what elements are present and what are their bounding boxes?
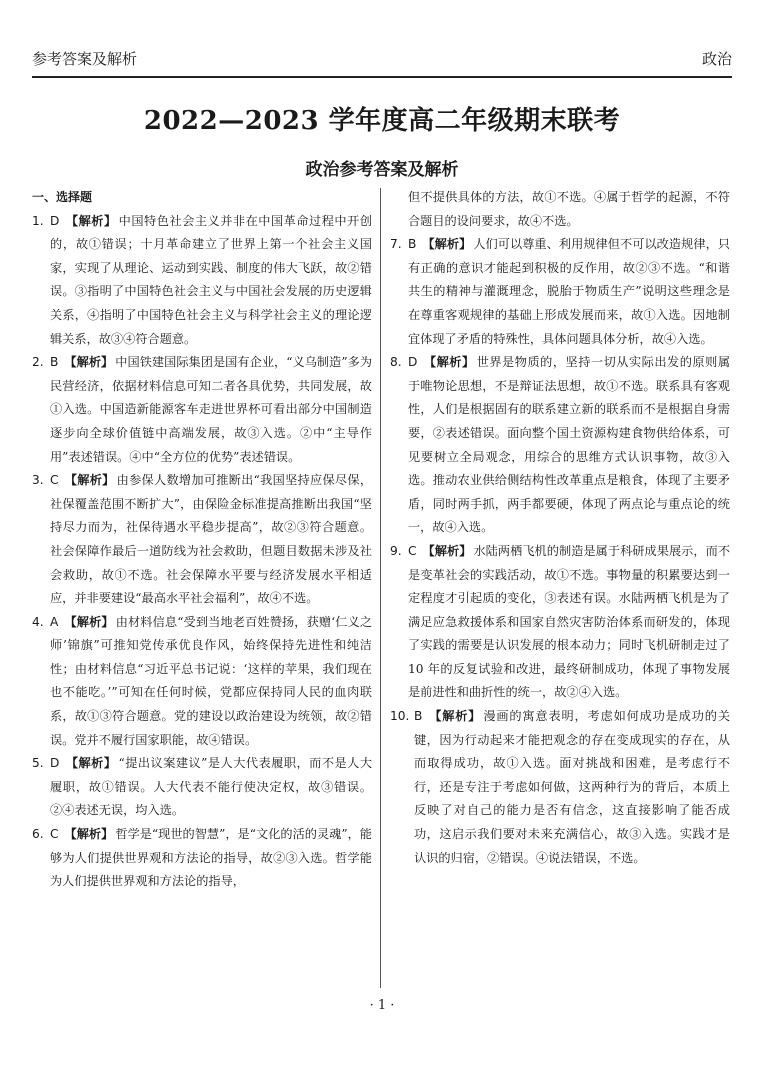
left-column: [32, 186, 372, 894]
analysis-tag: 【解析】: [64, 827, 114, 842]
item-number: 1.: [32, 213, 44, 228]
item-number: 10.: [390, 709, 410, 724]
analysis-tag: 【解析】: [428, 709, 482, 724]
item-answer: C: [408, 543, 417, 558]
answer-item-2: [32, 351, 372, 469]
header-subject-label: 政治: [701, 49, 732, 68]
right-column: [390, 186, 730, 870]
answer-item-1: [32, 210, 372, 352]
answer-item-4: [32, 611, 372, 753]
item-answer: D: [408, 355, 418, 370]
item-number: 3.: [32, 473, 44, 488]
item-number: 6.: [32, 827, 44, 842]
analysis-tag: 【解析】: [64, 355, 114, 370]
item-answer: D: [50, 756, 60, 771]
item-answer: C: [50, 827, 59, 842]
item-analysis: 世界是物质的，坚持一切从实际出发的原则属于唯物论思想，不是辩证法思想，故①不选。联系具有客观性，人们是根据固有的联系建立新的联系而不是根据自身需要，②表述错误。面向整个国土资源构建食物供给体系，可见要树立全局观念，用综合的思维方式认识事物，故③入选。推动农业供给侧结构性改革重点是粮食，体现了主要矛盾，同时两手抓，两手都要硬，体现了两点论与重点论的统一，故④入选。: [408, 355, 731, 535]
answer-item-6: [32, 823, 372, 894]
item-number: 7.: [390, 237, 402, 252]
answer-item-5: [32, 752, 372, 823]
item-number: 9.: [390, 543, 402, 558]
section-heading: 一、选择题: [32, 190, 93, 204]
item-number: 8.: [390, 355, 402, 370]
analysis-tag: 【解析】: [423, 355, 475, 370]
analysis-tag: 【解析】: [65, 213, 117, 228]
exam-title: 2022—2023 学年度高二年级期末联考: [143, 106, 621, 136]
item-analysis: 人们可以尊重、利用规律但不可以改造规律，只有正确的意识才能起到积极的反作用，故②③不选。“和谐共生的精神与灌溉理念，脱胎于物质生产”说明这些理念是在尊重客观规律的基础上形成发展而来，故①入选。因地制宜体现了矛盾的特殊性，具体问题具体分析，故④入选。: [408, 237, 730, 346]
item-answer: A: [50, 614, 59, 629]
answer-item-3: [32, 469, 372, 611]
item-6-continuation: 但不提供具体的方法，故①不选。④属于哲学的起源，不符合题目的设问要求，故④不选。: [408, 190, 730, 228]
item-answer: B: [50, 355, 59, 370]
item-answer: C: [50, 473, 59, 488]
item-number: 5.: [32, 756, 44, 771]
item-answer: B: [408, 237, 417, 252]
analysis-tag: 【解析】: [64, 473, 115, 488]
item-analysis: 水陆两栖飞机的制造是属于科研成果展示，而不是变革社会的实践活动，故①不选。事物量的积累要达到一定程度才引起质的变化，③表述有误。水陆两栖飞机是为了满足应急救援体系和国家自然灾害防治体系而研发的，体现了实践的需要是认识发展的根本动力；同时飞机研制走过了 10 年的反复试验和改进，最终研制成功，体现了事物发展是前进性和曲折性的统一，故②④入选。: [408, 543, 731, 700]
analysis-tag: 【解析】: [65, 756, 117, 771]
item-analysis: 由参保人数增加可推断出“我国坚持应保尽保，社保覆盖范围不断扩大”，由保险金标准提高推断出我国“坚持尽力而为，社保待遇水平稳步提高”，故②③符合题意。社会保障作最后一道防线为社会救助，但题目数据未涉及社会救助，故①不选。社会保障水平要与经济发展水平相适应，并非要建设“最高水平社会福利”，故④不选。: [50, 473, 373, 606]
item-analysis: 中国特色社会主义并非在中国革命过程中开创的，故①错误；十月革命建立了世界上第一个社会主义国家，实现了从理论、运动到实践、制度的伟大飞跃，故②错误。③指明了中国特色社会主义与中国社会发展的历史逻辑关系，④指明了中国特色社会主义与科学社会主义的理论逻辑关系，故③④符合题意。: [50, 213, 373, 346]
analysis-tag: 【解析】: [422, 543, 472, 558]
analysis-tag: 【解析】: [422, 237, 472, 252]
page-number: · 1 ·: [369, 998, 395, 1013]
answer-item-10: [390, 705, 730, 870]
item-analysis: “提出议案建议”是人大代表履职，而不是人大履职，故①错误。人大代表不能行使决定权，故③错误。②④表述无误，均入选。: [50, 756, 373, 818]
document-subtitle: 政治参考答案及解析: [305, 160, 459, 180]
item-number: 4.: [32, 614, 44, 629]
item-answer: D: [50, 213, 60, 228]
item-answer: B: [414, 709, 423, 724]
column-divider: [380, 188, 381, 988]
page-header: [32, 40, 732, 78]
item-analysis: 由材料信息“受到当地老百姓赞扬，获赠‘仁义之师’锦旗”可推知党传承优良作风，始终保持先进性和纯洁性；由材料信息“习近平总书记说：‘这样的苹果，我们现在也不能吃。’”可知在任何时候，党都应保持同人民的血肉联系，故①③符合题意。党的建设以政治建设为统领，故②错误。党并不履行国家职能，故④错误。: [50, 614, 373, 747]
answer-item-9: [390, 540, 730, 705]
item-number: 2.: [32, 355, 44, 370]
header-left-label: 参考答案及解析: [32, 49, 138, 68]
analysis-tag: 【解析】: [64, 614, 114, 629]
item-analysis: 哲学是“现世的智慧”，是“文化的活的灵魂”，能够为人们提供世界观和方法论的指导，故②③入选。哲学能为人们提供世界观和方法论的指导，: [50, 827, 372, 889]
answer-item-8: [390, 351, 730, 540]
answer-item-7: [390, 233, 730, 351]
item-analysis: 漫画的寓意表明，考虑如何成功是成功的关键，因为行动起来才能把观念的存在变成现实的存在，从而取得成功，故①入选。面对挑战和困难，是考虑行不行，还是专注于考虑如何做，这两种行为的背后，本质上反映了对自己的能力是否有信念，这直接影响了能否成功，这启示我们要对未来充满信心，故③入选。实践才是认识的归宿，②错误。④说法错误，不选。: [414, 709, 731, 865]
item-analysis: 中国铁建国际集团是国有企业，“义乌制造”多为民营经济，依据材料信息可知二者各具优势，共同发展，故①入选。中国造新能源客车走进世界杯可看出部分中国制造逐步向全球价值链中高端发展，故③入选。②中“主导作用”表述错误。④中“全方位的优势”表述错误。: [50, 355, 373, 464]
